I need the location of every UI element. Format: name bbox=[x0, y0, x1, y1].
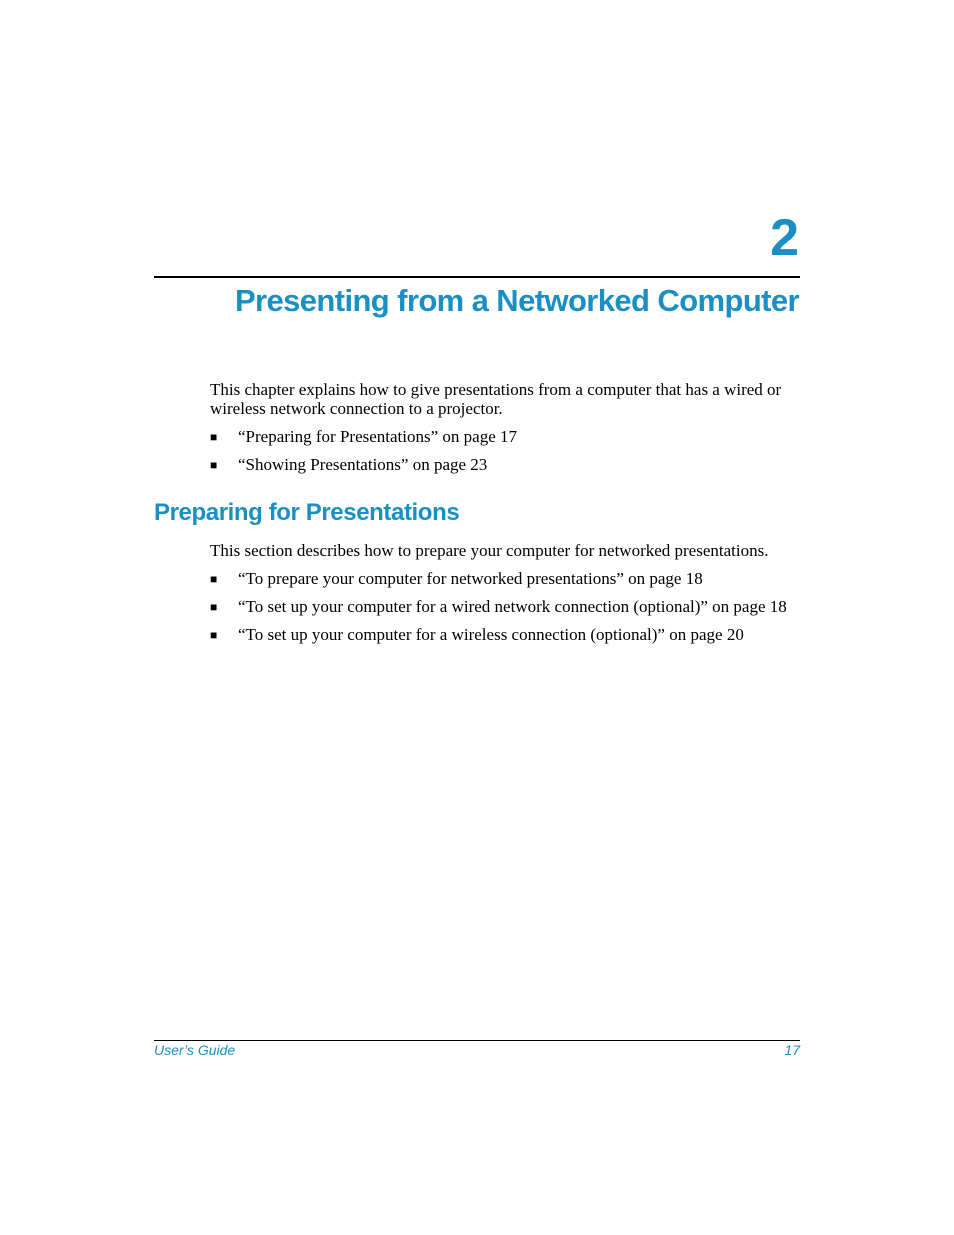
chapter-title: Presenting from a Networked Computer bbox=[234, 283, 799, 318]
section-heading: Preparing for Presentations bbox=[154, 499, 460, 526]
list-item-link[interactable]: “To set up your computer for a wireless connection (optional)” on page 20 bbox=[238, 625, 744, 644]
list-item-link[interactable]: “To prepare your computer for networked presentations” on page 18 bbox=[238, 569, 703, 588]
bullet-icon: ■ bbox=[210, 458, 218, 472]
list-item-link[interactable]: “To set up your computer for a wired network connection (optional)” on page 18 bbox=[238, 597, 787, 616]
bullet-icon: ■ bbox=[210, 572, 218, 586]
bullet-icon: ■ bbox=[210, 600, 218, 614]
chapter-rule bbox=[154, 276, 800, 278]
bullet-icon: ■ bbox=[210, 628, 218, 642]
list-item bbox=[210, 569, 810, 589]
footer-rule bbox=[154, 1040, 800, 1041]
bullet-icon: ■ bbox=[210, 430, 218, 444]
list-item bbox=[210, 597, 810, 617]
footer-doc-title: User’s Guide bbox=[154, 1042, 236, 1058]
list-item bbox=[210, 427, 810, 447]
intro-paragraph: This chapter explains how to give presentations from a computer that has a wired or wireless network connection to a projector. bbox=[210, 380, 782, 418]
list-item bbox=[210, 625, 810, 645]
list-item bbox=[210, 455, 810, 475]
list-item-link[interactable]: “Showing Presentations” on page 23 bbox=[238, 455, 488, 474]
chapter-number: 2 bbox=[770, 209, 799, 267]
list-item-link[interactable]: “Preparing for Presentations” on page 17 bbox=[238, 427, 517, 446]
footer-page-number: 17 bbox=[784, 1042, 800, 1058]
section-paragraph: This section describes how to prepare your computer for networked presentations. bbox=[210, 541, 769, 560]
